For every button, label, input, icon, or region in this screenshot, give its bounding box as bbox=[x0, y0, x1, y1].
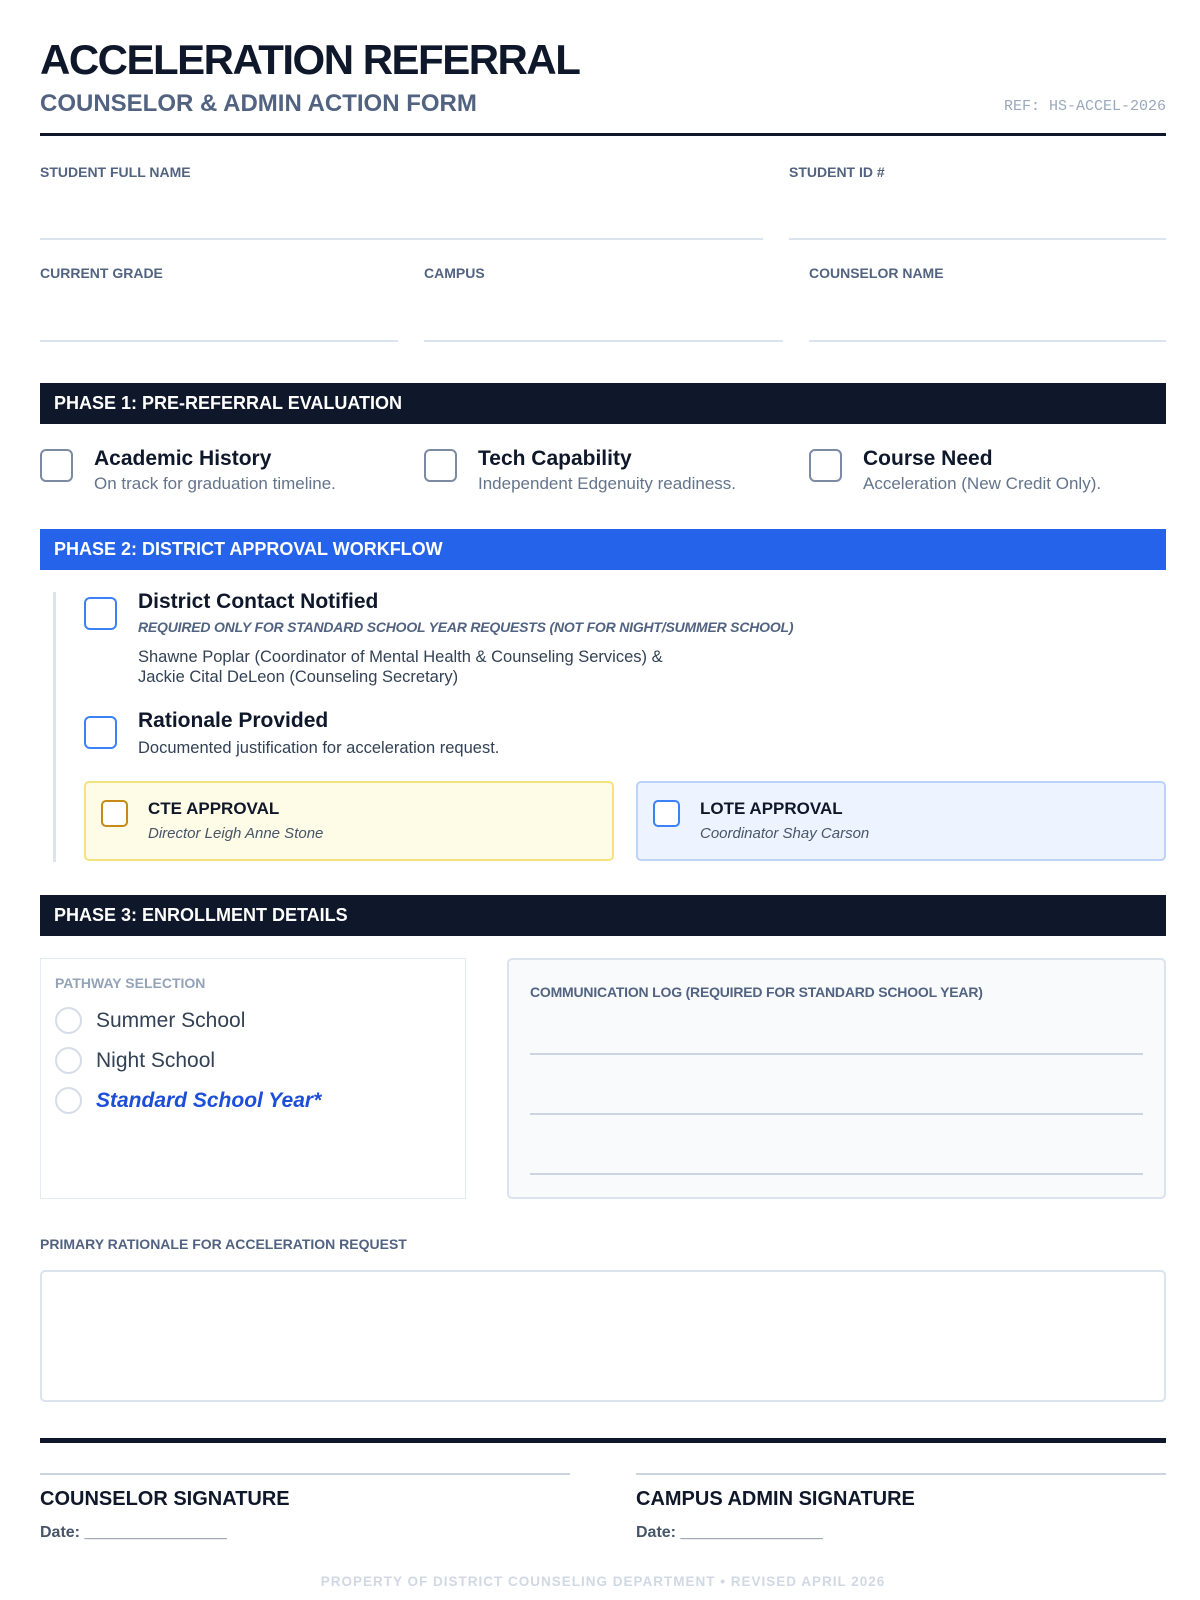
tech-capability-desc: Independent Edgenuity readiness. bbox=[478, 474, 737, 493]
course-need-title: Course Need bbox=[863, 447, 993, 470]
lote-approval-title: LOTE APPROVAL bbox=[700, 799, 843, 818]
counselor-name-line bbox=[809, 340, 1166, 342]
cte-approval-title: CTE APPROVAL bbox=[148, 799, 280, 818]
campus-field[interactable] bbox=[424, 265, 783, 342]
primary-rationale-label: PRIMARY RATIONALE FOR ACCELERATION REQUEST bbox=[40, 1236, 407, 1252]
form-subtitle: COUNSELOR & ADMIN ACTION FORM bbox=[40, 90, 477, 117]
phase1-header: PHASE 1: PRE-REFERRAL EVALUATION bbox=[40, 383, 1166, 424]
summer-school-radio[interactable] bbox=[55, 1007, 82, 1034]
current-grade-line bbox=[40, 340, 398, 342]
pathway-selection-panel bbox=[40, 958, 466, 1199]
district-contact-checkbox[interactable] bbox=[84, 597, 117, 630]
communication-log-line-1 bbox=[530, 1053, 1143, 1055]
workflow-rail bbox=[53, 592, 56, 862]
counselor-date-field[interactable]: Date: ________________ bbox=[40, 1524, 227, 1541]
communication-log-panel[interactable] bbox=[507, 958, 1166, 1199]
admin-signature-line[interactable] bbox=[636, 1473, 1166, 1475]
student-name-field[interactable] bbox=[40, 164, 763, 240]
rationale-provided-checkbox[interactable] bbox=[84, 716, 117, 749]
referral-form bbox=[40, 0, 1166, 1600]
lote-approval-box bbox=[636, 781, 1166, 861]
standard-school-year-radio[interactable] bbox=[55, 1087, 82, 1114]
academic-history-checkbox[interactable] bbox=[40, 449, 73, 482]
campus-line bbox=[424, 340, 783, 342]
pathway-selection-label: PATHWAY SELECTION bbox=[55, 975, 206, 991]
communication-log-line-2 bbox=[530, 1113, 1143, 1115]
academic-history-desc: On track for graduation timeline. bbox=[94, 474, 336, 493]
district-contact-note: REQUIRED ONLY FOR STANDARD SCHOOL YEAR REQUESTS (NOT FOR NIGHT/SUMMER SCHOOL) bbox=[138, 619, 794, 635]
academic-history-title: Academic History bbox=[94, 447, 272, 470]
tech-capability-checkbox[interactable] bbox=[424, 449, 457, 482]
lote-approval-coordinator: Coordinator Shay Carson bbox=[700, 825, 870, 842]
summer-school-label: Summer School bbox=[96, 1009, 246, 1032]
student-id-line bbox=[789, 238, 1166, 240]
communication-log-label: COMMUNICATION LOG (REQUIRED FOR STANDARD SCHOOL YEAR) bbox=[530, 984, 983, 1000]
counselor-name-field[interactable] bbox=[809, 265, 1166, 342]
counselor-signature-line[interactable] bbox=[40, 1473, 570, 1475]
student-id-field[interactable] bbox=[789, 164, 1166, 240]
student-id-label: STUDENT ID # bbox=[789, 164, 885, 180]
admin-signature-title: CAMPUS ADMIN SIGNATURE bbox=[636, 1488, 915, 1510]
standard-school-year-label: Standard School Year* bbox=[96, 1089, 322, 1112]
header-divider bbox=[40, 133, 1166, 136]
night-school-radio[interactable] bbox=[55, 1047, 82, 1074]
primary-rationale-textarea[interactable] bbox=[40, 1270, 1166, 1402]
course-need-desc: Acceleration (New Credit Only). bbox=[863, 474, 1102, 493]
form-title: ACCELERATION REFERRAL bbox=[40, 36, 580, 83]
district-contact-title: District Contact Notified bbox=[138, 590, 379, 613]
phase2-header: PHASE 2: DISTRICT APPROVAL WORKFLOW bbox=[40, 529, 1166, 570]
tech-capability-title: Tech Capability bbox=[478, 447, 632, 470]
signature-divider bbox=[40, 1438, 1166, 1443]
current-grade-label: CURRENT GRADE bbox=[40, 265, 163, 281]
counselor-signature-title: COUNSELOR SIGNATURE bbox=[40, 1488, 290, 1510]
counselor-name-label: COUNSELOR NAME bbox=[809, 265, 944, 281]
student-name-label: STUDENT FULL NAME bbox=[40, 164, 191, 180]
lote-approval-checkbox[interactable] bbox=[653, 800, 680, 827]
night-school-label: Night School bbox=[96, 1049, 216, 1072]
campus-label: CAMPUS bbox=[424, 265, 485, 281]
cte-approval-director: Director Leigh Anne Stone bbox=[148, 825, 324, 842]
reference-code: REF: HS-ACCEL-2026 bbox=[1003, 98, 1166, 115]
district-contact-line1: Shawne Poplar (Coordinator of Mental Health & Counseling Services) & bbox=[138, 648, 663, 666]
communication-log-line-3 bbox=[530, 1173, 1143, 1175]
course-need-checkbox[interactable] bbox=[809, 449, 842, 482]
current-grade-field[interactable] bbox=[40, 265, 398, 342]
cte-approval-checkbox[interactable] bbox=[101, 800, 128, 827]
phase3-header: PHASE 3: ENROLLMENT DETAILS bbox=[40, 895, 1166, 936]
district-contact-line2: Jackie Cital DeLeon (Counseling Secretary) bbox=[138, 668, 459, 686]
rationale-provided-desc: Documented justification for acceleration request. bbox=[138, 739, 500, 757]
rationale-provided-title: Rationale Provided bbox=[138, 709, 329, 732]
student-name-line bbox=[40, 238, 763, 240]
footer-note: PROPERTY OF DISTRICT COUNSELING DEPARTMENT • REVISED APRIL 2026 bbox=[320, 1574, 886, 1589]
cte-approval-box bbox=[84, 781, 614, 861]
admin-date-field[interactable]: Date: ________________ bbox=[636, 1524, 823, 1541]
